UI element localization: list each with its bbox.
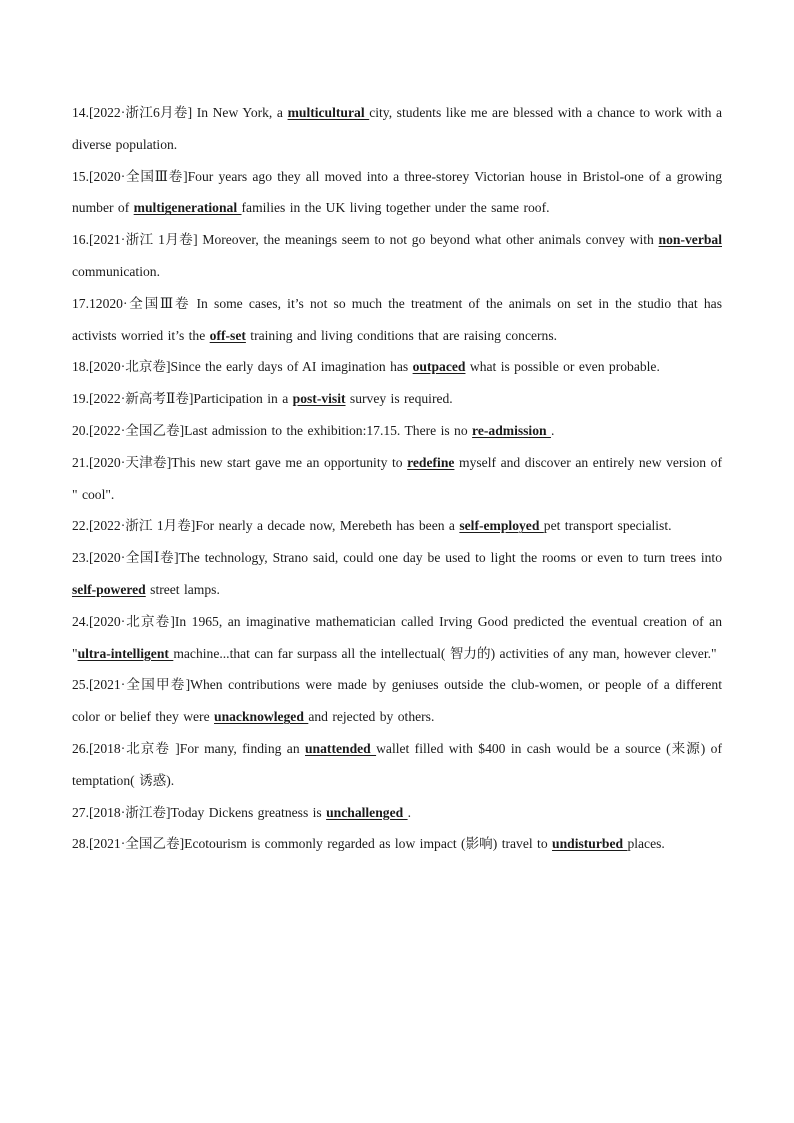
exercise-list: [72, 97, 722, 860]
item-text: 24.[2020·北京卷]In 1965, an imaginative mathematician called Irving Good predicted the eventual creation of an ": [72, 613, 722, 661]
exercise-item-14: [72, 97, 722, 161]
exercise-item-20: [72, 415, 722, 447]
item-text: 21.[2020·天津卷]This new start gave me an opportunity to: [72, 454, 408, 470]
item-keyword: off-set: [209, 327, 246, 343]
item-keyword: re-admission: [472, 422, 551, 438]
item-text: survey is required.: [345, 391, 453, 407]
item-text: city, students like me are blessed with a chance to work with a diverse population.: [72, 105, 722, 152]
item-text: 15.[2020·全国Ⅲ卷]Four years ago they all moved into a three-storey Victorian house in Bristol-one of a growing number of: [72, 168, 722, 216]
item-text: 27.[2018·浙江卷]Today Dickens greatness is: [72, 804, 327, 820]
item-text: wallet filled with $400 in cash would be a source (来源) of temptation( 诱惑).: [72, 740, 722, 788]
item-text: 19.[2022·新高考Ⅱ卷]Participation in a: [72, 391, 293, 407]
exercise-item-23: [72, 542, 722, 606]
item-keyword: ultra-intelligent: [77, 645, 174, 661]
exercise-item-16: [72, 224, 722, 288]
item-keyword: multigenerational: [133, 200, 242, 216]
item-text: pet transport specialist.: [543, 518, 672, 534]
item-keyword: unacknowleged: [214, 709, 309, 725]
exercise-item-18: [72, 351, 722, 383]
item-text: 28.[2021·全国乙卷]Ecotourism is commonly regarded as low impact (影响) travel to: [72, 836, 553, 852]
item-text: 14.[2022·浙江6月卷] In New York, a: [72, 105, 288, 120]
item-text: 17.12020·全国Ⅲ卷 In some cases, it’s not so much the treatment of the animals on set in the studio that has activists worried it’s the: [72, 295, 722, 343]
item-text: 22.[2022·浙江 1月卷]For nearly a decade now, Merebeth has been a: [72, 518, 460, 534]
item-text: myself and discover an entirely new version of " cool".: [72, 454, 723, 502]
item-keyword: non-verbal: [658, 232, 722, 248]
item-text: 25.[2021·全国甲卷]When contributions were made by geniuses outside the club-women, or people of a different color or belief they were: [72, 677, 722, 725]
item-text: places.: [627, 836, 665, 852]
item-text: 23.[2020·全国Ⅰ卷]The technology, Strano said, could one day be used to light the rooms or even to turn trees into: [72, 550, 722, 566]
item-keyword: self-powered: [72, 581, 146, 597]
item-keyword: self-employed: [459, 518, 544, 534]
item-keyword: multicultural: [287, 105, 370, 120]
item-text: 26.[2018·北京卷 ]For many, finding an: [72, 740, 305, 756]
item-keyword: redefine: [407, 454, 455, 470]
item-text: 18.[2020·北京卷]Since the early days of AI imagination has: [72, 359, 413, 375]
item-text: training and living conditions that are raising concerns.: [245, 327, 558, 343]
exercise-item-21: [72, 447, 722, 511]
item-keyword: undisturbed: [552, 836, 628, 852]
item-text: 20.[2022·全国乙卷]Last admission to the exhibition:17.15. There is no: [72, 422, 473, 438]
exercise-item-22: [72, 510, 722, 542]
item-text: families in the UK living together under the same roof.: [241, 200, 550, 216]
exercise-item-15: [72, 161, 722, 225]
item-keyword: unattended: [305, 740, 377, 756]
exercise-item-26: [72, 733, 722, 797]
item-text: machine...that can far surpass all the intellectual( 智力的) activities of any man, however clever.": [173, 645, 717, 661]
item-keyword: post-visit: [292, 391, 346, 407]
exercise-item-27: [72, 797, 722, 829]
item-keyword: unchallenged: [326, 804, 408, 820]
exercise-item-17: [72, 288, 722, 352]
exercise-item-19: [72, 383, 722, 415]
item-keyword: outpaced: [412, 359, 466, 375]
exercise-item-25: [72, 669, 722, 733]
exercise-item-24: [72, 606, 722, 670]
item-text: 16.[2021·浙江 1月卷] Moreover, the meanings seem to not go beyond what other animals convey with: [72, 232, 659, 248]
item-text: what is possible or even probable.: [465, 359, 660, 375]
item-text: street lamps.: [145, 581, 220, 597]
item-text: .: [550, 422, 555, 438]
item-text: communication.: [72, 263, 160, 279]
item-text: and rejected by others.: [308, 709, 435, 725]
exercise-item-28: [72, 828, 722, 860]
item-text: .: [407, 804, 411, 820]
